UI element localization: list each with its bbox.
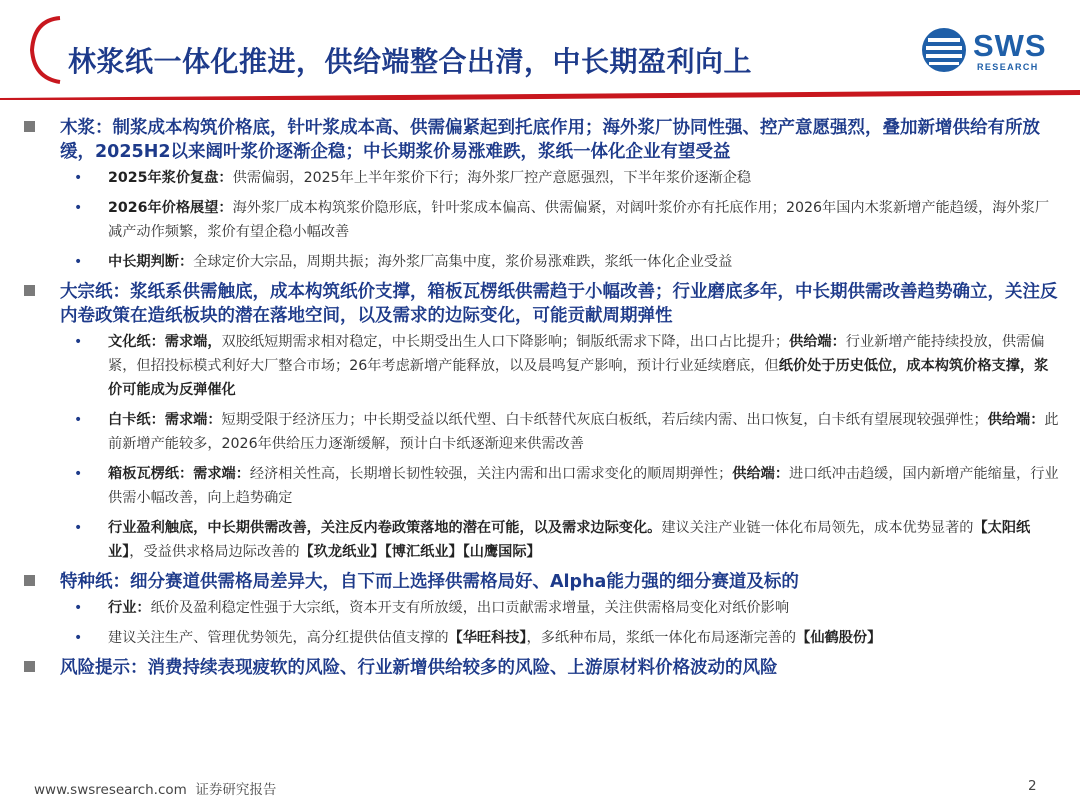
bullet-list bbox=[22, 596, 1062, 650]
red-divider-line bbox=[0, 90, 1080, 100]
logo-subtext: RESEARCH bbox=[977, 62, 1039, 72]
list-item: • 箱板瓦楞纸：需求端：经济相关性高，长期增长韧性较强，关注内需和出口需求变化的顺周期弹性；供给端：进口纸冲击趋缓，国内新增产能缩量，行业供需小幅改善，向上趋势确定 bbox=[22, 462, 1062, 510]
section-heading: 木浆：制浆成本构筑价格底，针叶浆成本高、供需偏紧起到托底作用；海外浆厂协同性强、控产意愿强烈，叠加新增供给有所放缓，2025H2以来阔叶浆价逐渐企稳；中长期浆价易涨难跌，浆纸一体化企业有望受益 bbox=[22, 116, 1062, 164]
list-item: • 中长期判断：全球定价大宗品，周期共振；海外浆厂高集中度，浆价易涨难跌，浆纸一体化企业受益 bbox=[22, 250, 1062, 274]
page-title: 林浆纸一体化推进，供给端整合出清，中长期盈利向上 bbox=[68, 45, 753, 78]
bullet-list bbox=[22, 330, 1062, 564]
section-heading: 风险提示：消费持续表现疲软的风险、行业新增供给较多的风险、上游原材料价格波动的风险 bbox=[22, 656, 1062, 680]
list-item: • 文化纸：需求端，双胶纸短期需求相对稳定，中长期受出生人口下降影响；铜版纸需求下降，出口占比提升；供给端：行业新增产能持续投放，供需偏紧，但招投标模式利好大厂整合市场；26年考虑新增产能释放，以及晨鸣复产影响，预计行业延续磨底，但纸价处于历史低位，成本构筑价格支撑，浆价可能成为反弹催化 bbox=[22, 330, 1062, 402]
list-item: • 行业：纸价及盈利稳定性强于大宗纸，资本开支有所放缓，出口贡献需求增量，关注供需格局变化对纸价影响 bbox=[22, 596, 1062, 620]
dot-bullet-icon: • bbox=[74, 630, 83, 646]
square-bullet-icon bbox=[24, 121, 35, 132]
square-bullet-icon bbox=[24, 661, 35, 672]
list-item: • 建议关注生产、管理优势领先，高分红提供估值支撑的【华旺科技】，多纸种布局，浆纸一体化布局逐渐完善的【仙鹤股份】 bbox=[22, 626, 1062, 650]
list-item: • 白卡纸：需求端：短期受限于经济压力；中长期受益以纸代塑、白卡纸替代灰底白板纸，若后续内需、出口恢复，白卡纸有望展现较强弹性；供给端：此前新增产能较多，2026年供给压力逐渐缓解，预计白卡纸逐渐迎来供需改善 bbox=[22, 408, 1062, 456]
list-item: • 2025年浆价复盘：供需偏弱，2025年上半年浆价下行；海外浆厂控产意愿强烈，下半年浆价逐渐企稳 bbox=[22, 166, 1062, 190]
dot-bullet-icon: • bbox=[74, 334, 83, 350]
dot-bullet-icon: • bbox=[74, 600, 83, 616]
page-number: 2 bbox=[1028, 778, 1037, 794]
footer-url[interactable]: www.swsresearch.com bbox=[34, 782, 187, 798]
list-item: • 2026年价格展望：海外浆厂成本构筑浆价隐形底，针叶浆成本偏高、供需偏紧，对阔叶浆价亦有托底作用；2026年国内木浆新增产能趋缓，海外浆厂减产动作频繁，浆价有望企稳小幅改善 bbox=[22, 196, 1062, 244]
section-pulp bbox=[22, 116, 1062, 274]
section-bulk-paper bbox=[22, 280, 1062, 564]
sws-logo bbox=[920, 26, 1060, 78]
square-bullet-icon bbox=[24, 575, 35, 586]
globe-logo-icon bbox=[920, 26, 968, 74]
section-risk bbox=[22, 656, 1062, 680]
dot-bullet-icon: • bbox=[74, 520, 83, 536]
list-item: • 行业盈利触底，中长期供需改善，关注反内卷政策落地的潜在可能，以及需求边际变化。建议关注产业链一体化布局领先，成本优势显著的【太阳纸业】，受益供求格局边际改善的【玖龙纸业】【博汇纸业】【山鹰国际】 bbox=[22, 516, 1062, 564]
dot-bullet-icon: • bbox=[74, 466, 83, 482]
square-bullet-icon bbox=[24, 285, 35, 296]
footer-source bbox=[34, 778, 276, 798]
title-band bbox=[0, 0, 1080, 100]
logo-wordmark: SWS bbox=[973, 28, 1047, 63]
content-body bbox=[22, 116, 1062, 682]
title-bracket bbox=[32, 18, 60, 82]
dot-bullet-icon: • bbox=[74, 170, 83, 186]
bullet-list bbox=[22, 166, 1062, 274]
dot-bullet-icon: • bbox=[74, 200, 83, 216]
section-specialty-paper bbox=[22, 570, 1062, 650]
section-heading: 特种纸：细分赛道供需格局差异大，自下而上选择供需格局好、Alpha能力强的细分赛道及标的 bbox=[22, 570, 1062, 594]
footer-label: 证券研究报告 bbox=[195, 782, 277, 798]
section-heading: 大宗纸：浆纸系供需触底，成本构筑纸价支撑，箱板瓦楞纸供需趋于小幅改善；行业磨底多年，中长期供需改善趋势确立，关注反内卷政策在造纸板块的潜在落地空间，以及需求的边际变化，可能贡献周期弹性 bbox=[22, 280, 1062, 328]
dot-bullet-icon: • bbox=[74, 254, 83, 270]
dot-bullet-icon: • bbox=[74, 412, 83, 428]
